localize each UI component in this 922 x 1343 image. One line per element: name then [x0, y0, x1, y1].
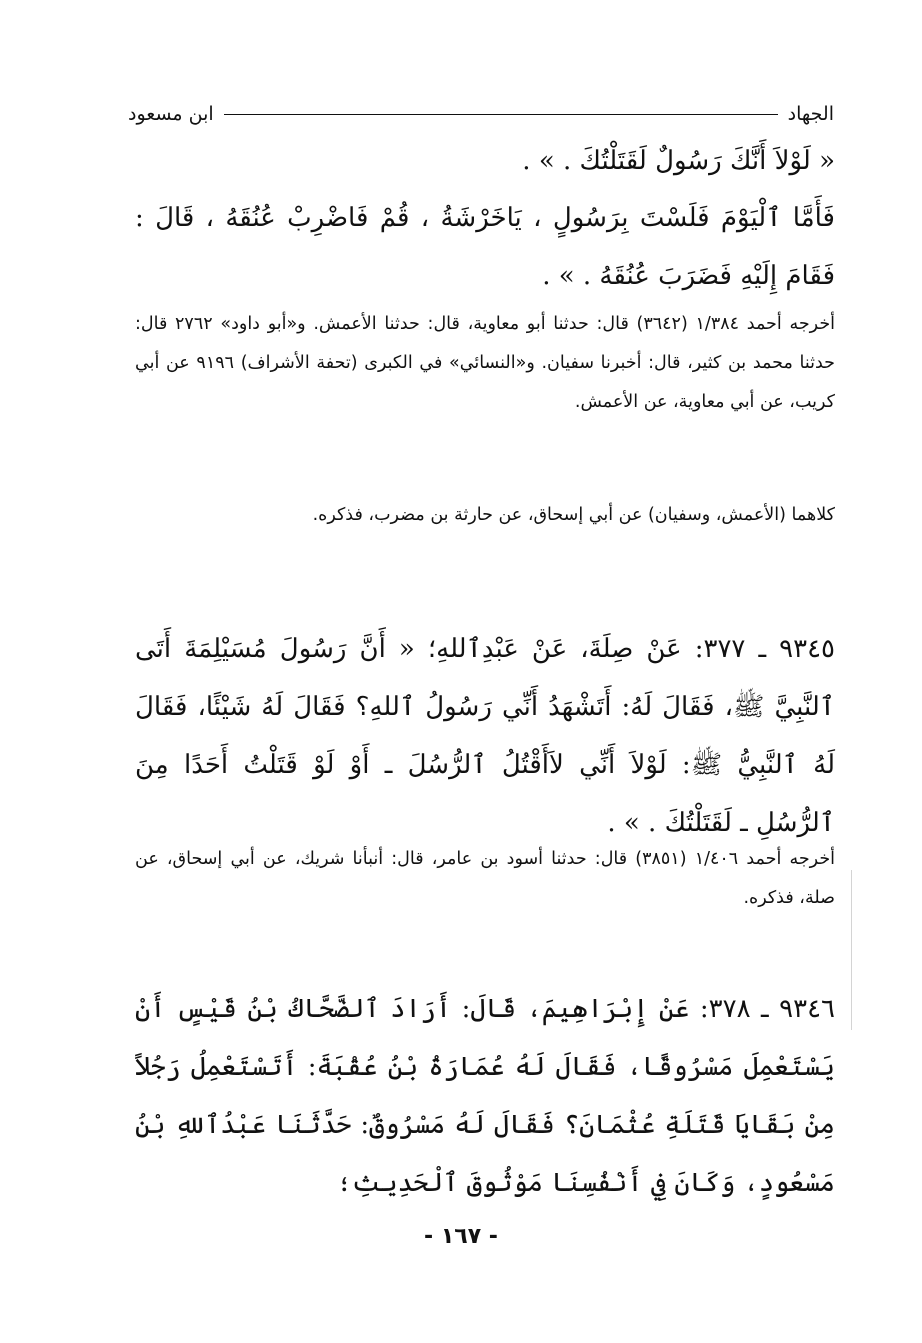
header-rule: [224, 114, 778, 115]
running-header: [128, 96, 834, 132]
hadith-9345: ٩٣٤٥ ـ ٣٧٧: عَنْ صِلَةَ، عَنْ عَبْدِٱللهِ؛ « أَنَّ رَسُولَ مُسَيْلِمَةَ أَتَى ٱلنَّبِيَّ ﷺ، فَقَالَ لَهُ: أَتَشْهَدُ أَنِّي رَسُولُ ٱللهِ؟ فَقَالَ لَهُ شَيْئًا، فَقَالَ لَهُ ٱلنَّبِيُّ ﷺ: لَوْلاَ أَنِّي لاَأَقْتُلُ ٱلرُّسُلَ ـ أَوْ لَوْ قَتَلْتُ أَحَدًا مِنَ ٱلرُّسُلِ ـ لَقَتَلْتُكَ . » .: [135, 634, 835, 838]
takhrij-note-summary: كلاهما (الأعمش، وسفيان) عن أبي إسحاق، عن حارثة بن مضرب، فذكره.: [312, 505, 835, 525]
hadith-9346: ٩٣٤٦ ـ ٣٧٨: عَنْ إِبْرَاهِيمَ، قَالَ: أَرَادَ ٱلضَّحَّاكُ بْنُ قَيْسٍ أَنْ يَسْتَعْمِلَ مَسْرُوقًا، فَقَالَ لَهُ عُمَارَةُ بْنُ عُقْبَةَ: أَتَسْتَعْمِلُ رَجُلاً مِنْ بَقَايَا قَتَلَةِ عُثْمَانَ؟ فَقَالَ لَهُ مَسْرُوقٌ: حَدَّثَنَا عَبْدُٱللهِ بْنُ مَسْعُودٍ، وَكَانَ فِي أَنْفُسِنَا مَوْثُوقَ ٱلْحَدِيثِ؛: [135, 994, 835, 1198]
margin-mark: [851, 870, 852, 1030]
hadith-text-continued: « لَوْلاَ أَنَّكَ رَسُولٌ لَقَتَلْتُكَ . » .: [522, 146, 835, 176]
takhrij-note-9345: أخرجه أحمد ١/٤٠٦ (٣٨٥١) قال: حدثنا أسود بن عامر، قال: أنبأنا شريك، عن أبي إسحاق، عن صلة، فذكره.: [135, 849, 836, 908]
hadith-text-paragraph: فَأَمَّا ٱلْيَوْمَ فَلَسْتَ بِرَسُولٍ ، يَاخَرْشَةُ ، قُمْ فَاضْرِبْ عُنُقَهُ ، قَالَ : فَقَامَ إِلَيْهِ فَضَرَبَ عُنُقَهُ . » .: [135, 203, 835, 291]
takhrij-note: أخرجه أحمد ١/٣٨٤ (٣٦٤٢) قال: حدثنا أبو معاوية، قال: حدثنا الأعمش. و«أبو داود» ٢٧٦٢ قال: حدثنا محمد بن كثير، قال: أخبرنا سفيان. و«النسائي» في الكبرى (تحفة الأشراف) ٩١٩٦ عن أبي كريب، عن أبي معاوية، عن الأعمش.: [135, 314, 835, 412]
page-number: - ١٦٧ -: [424, 1224, 498, 1249]
header-section-title: الجهاد: [787, 103, 834, 125]
header-companion-name: ابن مسعود: [128, 103, 214, 125]
